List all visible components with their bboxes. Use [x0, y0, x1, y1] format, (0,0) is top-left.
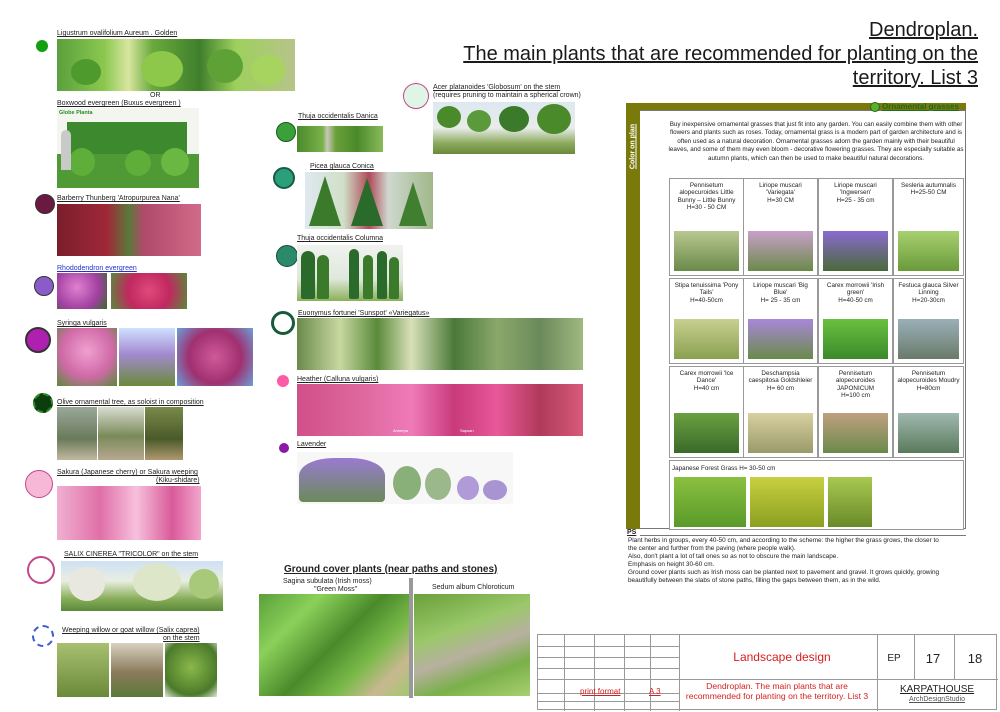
rhododendron-photo-2: [111, 273, 187, 309]
grass-caption: [821, 282, 890, 304]
salix-label: SALIX CINEREA "TRICOLOR" on the stem: [64, 551, 199, 558]
ground-cover-title: Ground cover plants (near paths and stones): [284, 564, 498, 575]
willow-photo-2: [111, 643, 163, 697]
sakura-label-1: Sakura (Japanese cherry) or Sakura weeping: [57, 469, 198, 476]
drawing-code: EP: [887, 653, 901, 664]
acer-symbol-icon: [403, 83, 429, 109]
grass-photo: [674, 319, 739, 359]
boxwood-photo: [57, 108, 199, 188]
grass-cell: [743, 366, 818, 458]
barberry-label: Barberry Thunberg 'Atropurpurea Nana': [57, 195, 180, 202]
studio-name: ArchDesignStudio: [908, 696, 966, 703]
project-name: Landscape design: [733, 650, 831, 664]
print-format-value: A 3: [649, 687, 661, 696]
ps-tag: PS: [627, 529, 637, 536]
syringa-label: Syringa vulgaris: [57, 320, 107, 327]
grass-name: Liriope muscari 'Ingwersen': [834, 182, 877, 197]
thuja-columna-label: Thuja occidentalis Columna: [297, 235, 383, 242]
olive-symbol-icon: [33, 393, 53, 413]
grass-cell: [669, 178, 744, 276]
grass-name: Festuca glauca Silver Linning: [898, 282, 959, 297]
grass-height: H=30 CM: [767, 196, 794, 204]
grass-photo: [674, 231, 739, 271]
company-name: KARPATHOUSE: [899, 684, 975, 695]
grass-name: Carex morrowii 'Ice Dance': [679, 370, 734, 385]
barberry-photo: [57, 204, 201, 256]
grass-height: H= 25 - 35 cm: [760, 296, 801, 304]
grass-caption: [672, 282, 741, 304]
grass-cell: [743, 278, 818, 364]
syringa-photo-2: [119, 328, 175, 386]
grass-cell: [893, 278, 964, 364]
willow-photo-3: [165, 643, 217, 697]
sagina-label-1: Sagina subulata (Irish moss): [283, 578, 372, 585]
grass-photo: [674, 413, 739, 453]
grass-photo: [898, 319, 959, 359]
sagina-photo: [259, 594, 409, 696]
grass-caption: [672, 182, 741, 211]
euonymus-label: Euonymus fortunei 'Sunspot' «Variegatus»: [298, 310, 430, 317]
grass-name: Pennisetum alopecuroides JAPONICUM: [835, 370, 876, 392]
color-on-plan-label: [626, 118, 640, 180]
boxwood-brand: Globe Planta: [59, 110, 93, 116]
olive-label: Olive ornamental tree, as soloist in composition: [57, 399, 204, 406]
heather-photo: [297, 384, 583, 436]
grass-height: H=30 - 50 CM: [686, 203, 727, 211]
grass-caption: [746, 282, 815, 304]
grass-caption: [746, 370, 815, 392]
grass-name: Liriope muscari 'Variegata': [759, 182, 802, 197]
grass-name: Sesleria autumnalis: [901, 182, 956, 189]
rhododendron-photo-1: [57, 273, 107, 309]
grass-photo: [823, 231, 888, 271]
sheet-number: 17: [925, 651, 941, 666]
or-label: OR: [150, 92, 161, 99]
sheet-description: Dendroplan. The main plants that are recommended for planting on the territory. List 3: [685, 681, 869, 701]
heather-tag-2: Sapsan: [460, 428, 474, 433]
grass-name: Carex morrowii 'Irish green': [826, 282, 885, 297]
euonymus-symbol-icon: [271, 311, 295, 335]
grass-caption: [821, 182, 890, 204]
olive-photo-2: [98, 407, 144, 460]
grass-photo: [748, 319, 813, 359]
lavender-symbol-icon: [279, 443, 289, 453]
picea-label: Picea glauca Conica: [310, 163, 374, 170]
willow-symbol-icon: [32, 625, 54, 647]
grass-caption: [896, 182, 961, 197]
grass-caption: [896, 370, 961, 392]
grass-height: H= 60 cm: [766, 384, 795, 392]
grass-cell: [669, 366, 744, 458]
grass-caption: [746, 182, 815, 204]
japanese-forest-grass-cell: [669, 460, 964, 530]
grass-caption: [672, 370, 741, 392]
heather-label: Heather (Calluna vulgaris): [297, 376, 379, 383]
ligustrum-photo: [57, 39, 295, 91]
sagina-label-2: "Green Moss": [314, 586, 358, 593]
acer-label-1: Acer platanoides 'Globosum' on the stem: [433, 84, 561, 91]
lavender-photo: [297, 452, 513, 504]
grass-photo: [898, 231, 959, 271]
grass-height: H=40-50cm: [690, 296, 723, 304]
picea-symbol-icon: [273, 167, 295, 189]
picea-photo: [305, 172, 433, 229]
thuja-columna-symbol-icon: [276, 245, 298, 267]
japanese-grass-photo-3: [828, 477, 872, 527]
willow-photo-1: [57, 643, 109, 697]
thuja-columna-photo: [297, 245, 403, 301]
grass-cell: [893, 178, 964, 276]
grass-height: H=20-30cm: [912, 296, 945, 304]
heather-tag-1: Annerpa: [393, 428, 409, 433]
syringa-symbol-icon: [25, 327, 51, 353]
grass-photo: [748, 413, 813, 453]
ligustrum-symbol-icon: [36, 40, 48, 52]
color-on-plan-text: Color on plan: [629, 123, 637, 170]
ligustrum-label: Ligustrum ovalifolium Aureum . Golden: [57, 30, 178, 37]
grass-height: H=80cm: [916, 384, 941, 392]
sakura-symbol-icon: [25, 470, 53, 498]
thuja-danica-photo: [297, 126, 383, 152]
grass-symbol-icon: [870, 102, 880, 112]
grass-photo: [898, 413, 959, 453]
grass-height: H=100 cm: [841, 391, 870, 399]
grass-caption: [821, 370, 890, 399]
barberry-symbol-icon: [35, 194, 55, 214]
syringa-photo-3: [177, 328, 253, 386]
thuja-danica-label: Thuja occidentalis Danica: [298, 113, 378, 120]
sedum-photo: [414, 594, 530, 696]
thuja-danica-symbol-icon: [276, 122, 296, 142]
sedum-label: Sedum album Chloroticum: [432, 584, 515, 591]
grass-name: Liriope muscari 'Big Blue': [753, 282, 808, 297]
grass-height: H=40 cm: [693, 384, 720, 392]
ps-text: Plant herbs in groups, every 40-50 cm, and according to the scheme: the higher the grass grows, the closer to the center and further from the paving (where people walk). Also, don't plant a lot of tall ones so as not to obscure the main landscape. Emphasis on height 30-60 cm. Ground cover plants such as Irish moss can be planted next to pavement and gravel. It grows quickly, growing beautifully between the slabs of stone paths, filling the gaps between them, as in the wild.: [628, 537, 940, 585]
page-title-line1: Dendroplan.: [869, 19, 978, 41]
page-title-line2: The main plants that are recommended for planting on the: [463, 43, 978, 65]
grass-cell: [818, 178, 893, 276]
japanese-forest-grass-label: Japanese Forest Grass H= 30-50 cm: [672, 465, 776, 472]
rhododendron-label: Rhododendron evergreen: [57, 265, 137, 272]
grass-name: Deschampsia caespitosa Goldshleier: [748, 370, 813, 385]
grass-photo: [748, 231, 813, 271]
olive-photo-1: [57, 407, 97, 460]
grass-name: Pennisetum alopecuroides Moudry: [897, 370, 960, 385]
ps-rule: [640, 535, 966, 536]
grass-cell: [669, 278, 744, 364]
grass-name: Pennisetum alopecuroides Little Bunny – Little Bunny: [677, 182, 736, 204]
sakura-label-2: (Kiku-shidare): [156, 477, 200, 484]
heather-symbol-icon: [277, 375, 289, 387]
grass-height: H=25 - 35 cm: [836, 196, 875, 204]
japanese-grass-photo-2: [750, 477, 824, 527]
lavender-label: Lavender: [297, 441, 327, 448]
grass-cell: [818, 278, 893, 364]
print-format-label: print format: [580, 687, 621, 696]
sakura-photo: [57, 486, 201, 540]
grass-cell: [893, 366, 964, 458]
acer-photo: [433, 102, 575, 154]
japanese-grass-photo-1: [674, 477, 746, 527]
sheet-total: 18: [967, 651, 983, 666]
willow-label-2: on the stem: [163, 635, 200, 642]
grass-photo: [823, 319, 888, 359]
ornamental-grasses-heading: Ornamental grasses: [882, 102, 959, 111]
grass-height: H=25-50 CM: [910, 189, 947, 197]
willow-label-1: Weeping willow or goat willow (Salix caprea): [62, 627, 200, 634]
rhododendron-symbol-icon: [34, 276, 54, 296]
grasses-intro: Buy inexpensive ornamental grasses that just fit into any garden. You can easily combine them with other flowers and plants such as roses. Today, ornamental grass is a modern part of garden architecture and is often used as a natural decoration. Ornamental grasses adorn the garden mainly with their beautiful leaves, and some of them may even bloom - decorative flowering grasses. They are especially suitable as autumn plants, which can then be used to make beautiful natural decorations.: [668, 121, 964, 162]
acer-label-2: (requires pruning to maintain a spherical crown): [433, 92, 581, 99]
grass-photo: [823, 413, 888, 453]
grass-cell: [743, 178, 818, 276]
salix-symbol-icon: [27, 556, 55, 584]
ground-cover-divider: [409, 578, 413, 698]
grass-caption: [896, 282, 961, 304]
grass-name: Stipa tenuissima 'Pony Tails': [674, 282, 739, 297]
grass-cell: [818, 366, 893, 458]
syringa-photo-1: [57, 328, 117, 386]
page-title-line3: territory. List 3: [852, 67, 978, 89]
boxwood-label: Boxwood evergreen (Buxus evergreen ): [57, 100, 181, 107]
euonymus-photo: [297, 318, 583, 370]
olive-photo-3: [145, 407, 183, 460]
salix-photo: [61, 561, 223, 611]
grass-height: H=40-50 cm: [838, 296, 873, 304]
